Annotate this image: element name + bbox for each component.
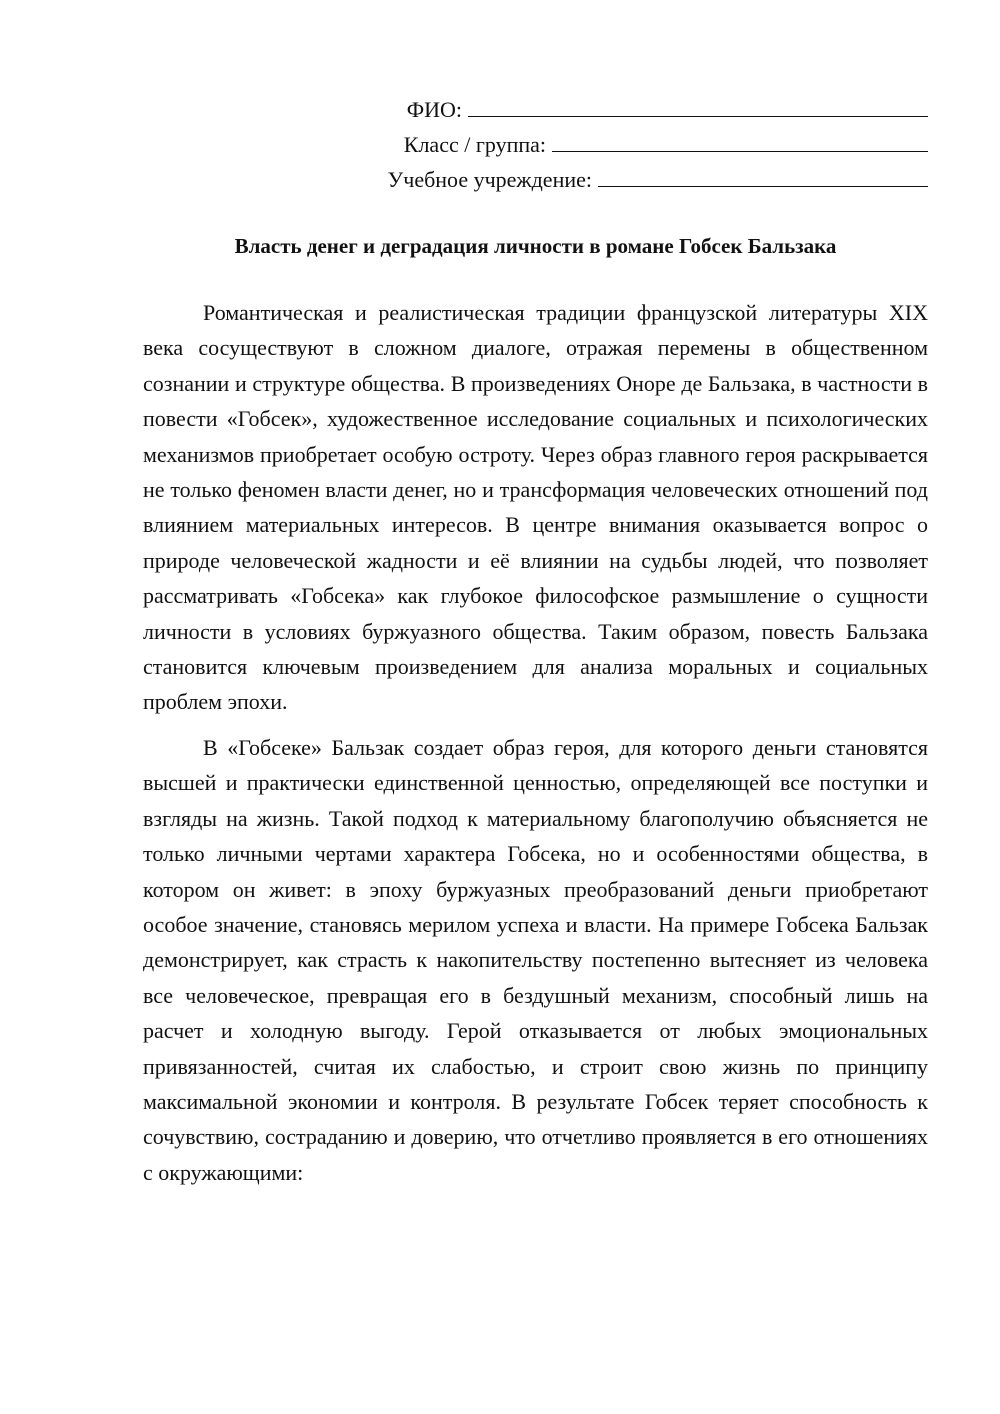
class-label: Класс / группа: — [403, 132, 546, 157]
essay-title: Власть денег и деградация личности в романе Гобсек Бальзака — [234, 234, 837, 258]
paragraph-2: В «Гобсеке» Бальзак создает образ героя, для которого деньги становятся высшей и практически единственной ценностью, определяющей все поступки и взгляды на жизнь. Такой подход к материальному благополучию объясняется не только личными чертами характера Гобсека, но и особенностями общества, в котором он живет: в эпоху буржуазных преобразований деньги приобретают особое значение, становясь мерилом успеха и власти. На примере Гобсека Бальзак демонстрирует, как страсть к накопительству постепенно вытесняет из человека все человеческое, превращая его в бездушный механизм, способный лишь на расчет и холодную выгоду. Герой отказывается от любых эмоциональных привязанностей, считая их слабостью, и строит свою жизнь по принципу максимальной экономии и контроля. В результате Гобсек теряет способность к сочувствию, состраданию и доверию, что отчетливо проявляется в его отношениях с окружающими: — [143, 734, 928, 1185]
paragraph-1: Романтическая и реалистическая традиции французской литературы XIX века сосуществуют в сложном диалоге, отражая перемены в общественном сознании и структуре общества. В произведениях Оноре де Бальзака, в частности в повести «Гобсек», художественное исследование социальных и психологических механизмов приобретает особую остроту. Через образ главного героя раскрывается не только феномен власти денег, но и трансформация человеческих отношений под влиянием материальных интересов. В центре внимания оказывается вопрос о природе человеческой жадности и её влиянии на судьбы людей, что позволяет рассматривать «Гобсека» как глубокое философское размышление о сущности личности в условиях буржуазного общества. Таким образом, повесть Бальзака становится ключевым произведением для анализа моральных и социальных проблем эпохи. — [143, 300, 928, 715]
essay-body — [143, 295, 928, 1200]
student-info-block — [328, 92, 928, 197]
class-blank-line — [552, 127, 928, 152]
class-row — [328, 127, 928, 162]
school-blank-line — [598, 162, 928, 187]
school-label: Учебное учреждение: — [387, 167, 592, 192]
fio-row — [328, 92, 928, 127]
fio-blank-line — [468, 92, 928, 117]
fio-label: ФИО: — [406, 97, 462, 122]
school-row — [328, 162, 928, 197]
